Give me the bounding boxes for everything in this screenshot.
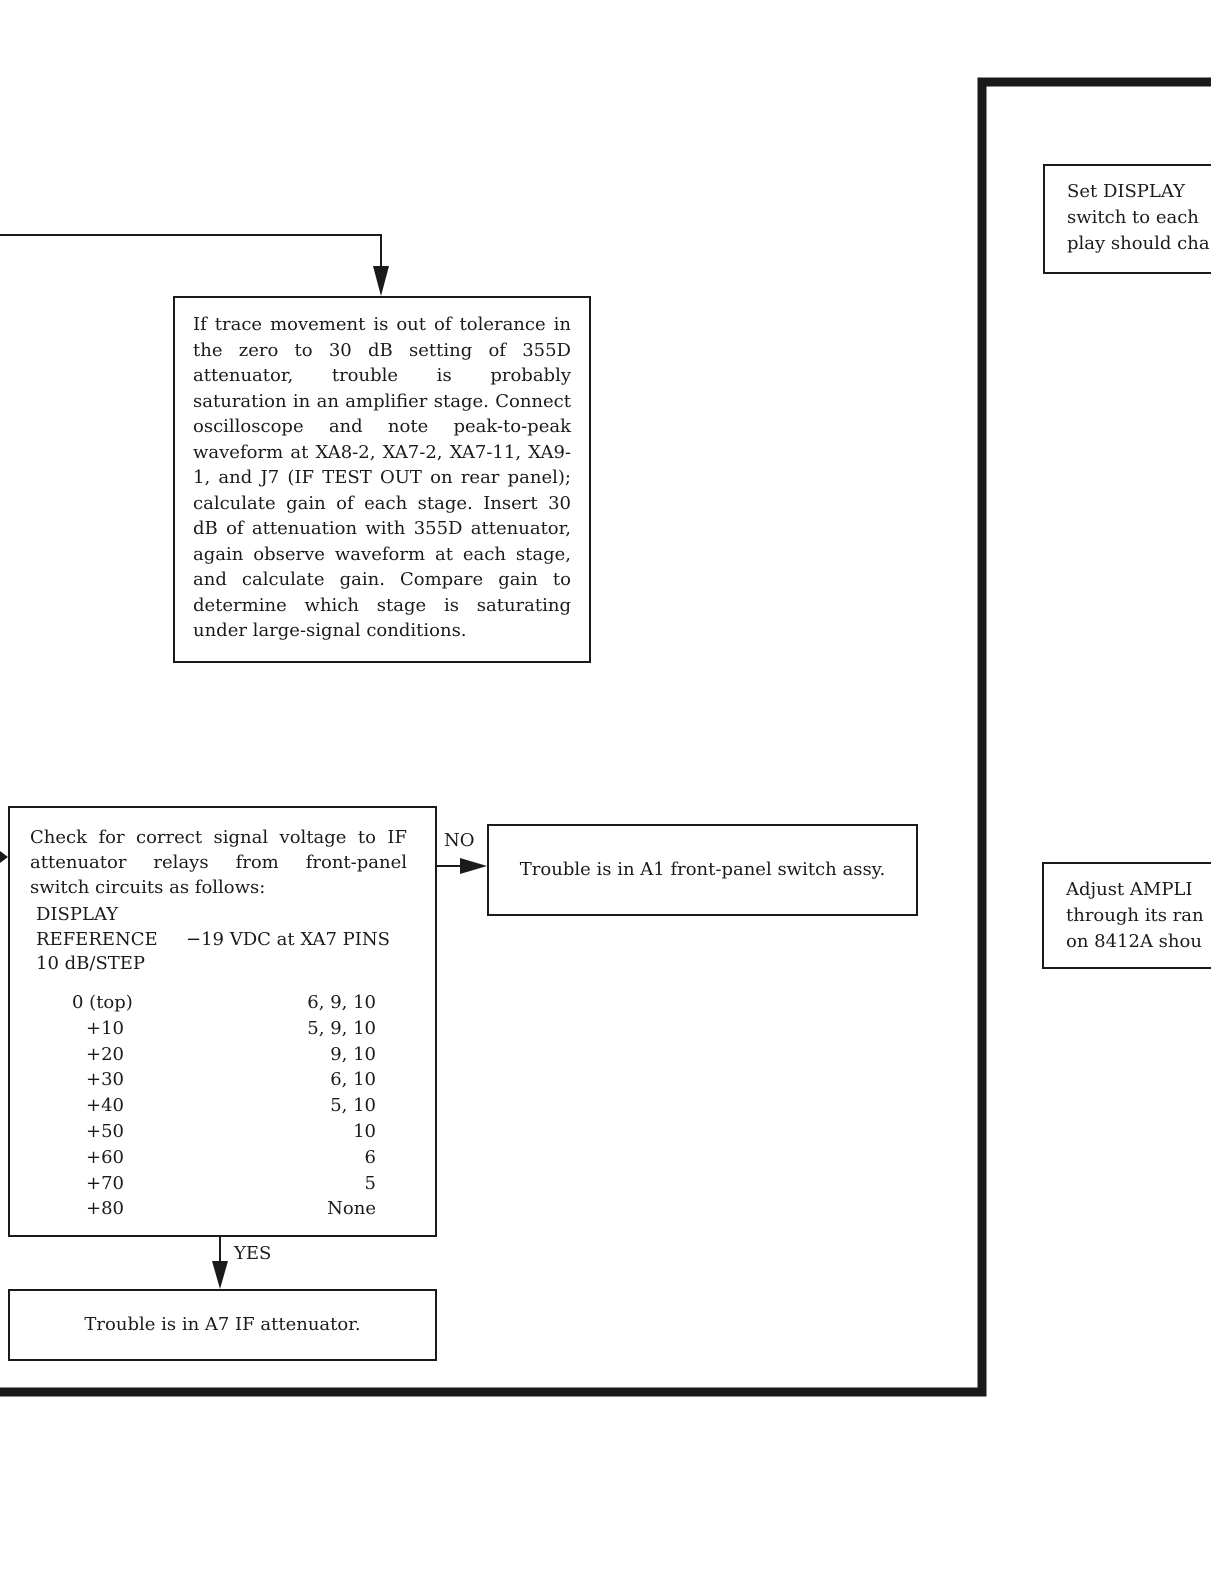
table-row [72, 1196, 407, 1222]
setting-pins: 6 [364, 1146, 376, 1168]
setting-step: +60 [86, 1146, 124, 1168]
ref-display-label: DISPLAY [36, 904, 119, 925]
voltage-header: −19 VDC at XA7 PINS [186, 929, 390, 950]
display-step-box [1043, 164, 1211, 274]
table-row [72, 1042, 407, 1068]
table-row [72, 990, 407, 1016]
settings-table [72, 990, 407, 1222]
saturation-check-text: If trace movement is out of tolerance in the zero to 30 dB setting of 355D attenuator, trouble is probably saturation in an amplifier stage. Connect oscilloscope and note peak-to-peak waveform at XA8-2, XA7-2, XA7-11, XA9-1, and J7 (IF TEST OUT on rear panel); calculate gain of each stage. Insert 30 dB of attenuation with 355D attenuator, again observe waveform at each stage, and calculate gain. Compare gain to determine which stage is saturating under large-signal conditions. [193, 314, 571, 641]
signal-check-intro: Check for correct signal voltage to IF attenuator relays from front-panel switch circuits as follows: [30, 827, 407, 898]
setting-pins: 5, 9, 10 [307, 1017, 376, 1039]
table-row [72, 1016, 407, 1042]
saturation-check-box [173, 296, 591, 663]
table-row [72, 1093, 407, 1119]
amplitude-line: on 8412A shou [1066, 931, 1202, 952]
table-row [72, 1145, 407, 1171]
switch-assy-result-text: Trouble is in A1 front-panel switch assy. [519, 859, 886, 881]
table-row [72, 1171, 407, 1197]
reference-header [36, 902, 407, 980]
arrow-to-signal [0, 851, 8, 863]
setting-pins: 5 [364, 1172, 376, 1194]
amplitude-line: Adjust AMPLI [1066, 879, 1193, 900]
no-label: NO [444, 830, 475, 851]
attenuator-result-text: Trouble is in A7 IF attenuator. [84, 1314, 361, 1336]
connector-to-saturation [0, 235, 381, 272]
arrow-to-saturation [373, 266, 389, 296]
attenuator-result-box [8, 1289, 437, 1361]
amplitude-adjust-box [1042, 862, 1211, 969]
setting-step: 0 (top) [72, 992, 133, 1013]
ref-step-label: 10 dB/STEP [36, 953, 146, 974]
arrow-no [460, 858, 487, 874]
display-step-line: switch to each [1067, 207, 1199, 228]
arrow-yes [212, 1261, 228, 1289]
setting-step: +50 [86, 1120, 124, 1142]
setting-step: +20 [86, 1043, 124, 1065]
display-step-line: Set DISPLAY [1067, 181, 1186, 202]
table-row [72, 1119, 407, 1145]
display-step-line: play should cha [1067, 233, 1210, 254]
setting-pins: 6, 9, 10 [307, 992, 376, 1013]
setting-step: +10 [86, 1017, 124, 1039]
setting-step: +70 [86, 1172, 124, 1194]
setting-step: +40 [86, 1095, 124, 1117]
setting-pins: 9, 10 [330, 1043, 376, 1065]
setting-pins: 6, 10 [330, 1069, 376, 1091]
amplitude-line: through its ran [1066, 905, 1204, 926]
table-row [72, 1067, 407, 1093]
setting-step: +80 [86, 1198, 124, 1220]
setting-pins: None [327, 1198, 376, 1220]
yes-label: YES [234, 1243, 272, 1264]
setting-step: +30 [86, 1069, 124, 1091]
switch-assy-result-box [487, 824, 918, 916]
setting-pins: 5, 10 [330, 1095, 376, 1117]
setting-pins: 10 [353, 1120, 376, 1142]
signal-voltage-check-box [8, 806, 437, 1237]
ref-reference-label: REFERENCE [36, 929, 158, 950]
